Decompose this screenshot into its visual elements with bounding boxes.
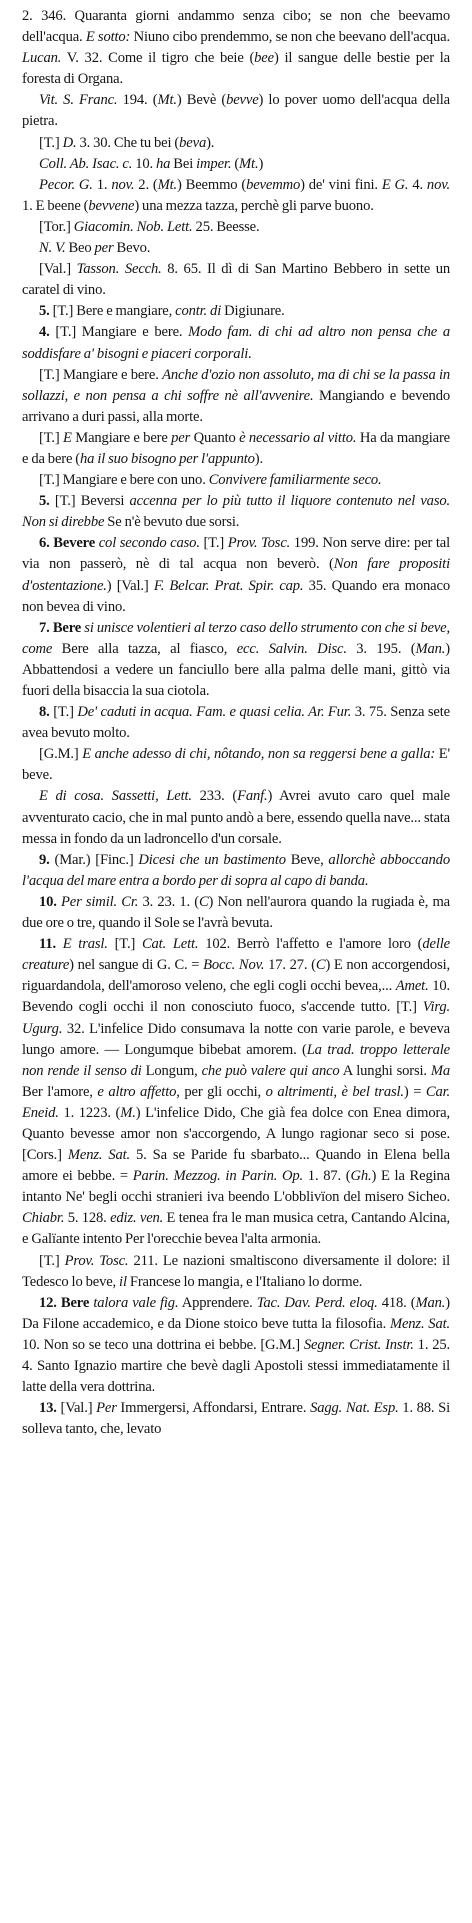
text-run: 2. 346. Quaranta giorni andammo senza cibo; se non che beevamo dell'acqua. [22,8,450,46]
text-run: Immergersi, Affondarsi, Entrare. [116,1400,311,1417]
text-run: ). [254,450,264,467]
text-run: 2. ( [134,176,158,193]
section-number: 8. [39,704,50,721]
italic-text: Tasson. Secch. [76,261,162,278]
text-run: [T.] [49,704,78,721]
text-run: E' beve. [22,746,450,784]
italic-text: M. [120,1104,136,1121]
text-run: ) una mezza tazza, perchè gli parve buono. [134,197,374,214]
text-run: 5. Sa se Paride fu sbarbato... Quando in Elena bella amore ei bebbe. = [22,1147,450,1185]
paragraph-p09 [22,301,450,322]
text-run: [T.] Mangiare e bere. [49,324,189,341]
paragraph-p16 [22,618,450,702]
italic-text: C [315,957,326,974]
section-number: 6. Bevere [39,535,96,552]
italic-text: E di cosa. Sassetti, Lett. [39,788,192,805]
paragraph-p23 [22,1251,450,1293]
paragraph-p05 [22,175,450,217]
text-run: E tenea fra le man musica cetra, Cantando Alcina, e Galïante intento Per l'orecchie bevea l'alta armonia. [22,1210,450,1248]
paragraph-p12 [22,428,450,470]
italic-text: Dicesi che un bastimento [138,851,286,868]
italic-text: Per simil. Cr. [61,893,139,910]
paragraph-p04 [22,154,450,175]
italic-text: Bocc. Nov. [203,957,265,974]
paragraph-p01 [22,6,450,90]
text-run: Beve, [285,851,329,868]
italic-text: ediz. ven. [110,1210,164,1227]
italic-text: bee [254,50,274,67]
text-run: 1. [92,176,112,193]
text-run: 418. ( [377,1294,416,1311]
text-run: ) [258,155,264,172]
text-run: (Mar.) [Finc.] [49,851,139,868]
italic-text: Car. Eneid. [22,1083,451,1121]
italic-text: La trad. troppo letterale non rende il senso di [22,1041,450,1079]
paragraph-p14 [22,491,450,533]
section-number: 13. [39,1400,57,1417]
text-run: ) [Val.] [106,577,154,594]
text-run: Beo [65,240,95,257]
italic-text: imper. [196,155,232,172]
text-run: [T.] [39,429,64,446]
text-run: Niuno cibo prendemmo, se non che beevano dell'acqua. [130,29,450,46]
italic-text: D. [62,134,77,151]
text-run: 3. 23. 1. ( [138,893,199,910]
section-number: 7. Bere [39,619,82,636]
italic-text: Sagg. Nat. Esp. [310,1400,399,1417]
italic-text: Amet. [395,978,429,995]
text-run: 5. 128. [64,1210,111,1227]
text-run: 199. Non serve dire: per tal via non passerò, nè di tal acqua non beverò. ( [22,535,451,573]
text-run: [T.] Mangiare e bere con uno. [39,472,209,489]
italic-text: F. Belcar. Prat. Spir. cap. [153,577,304,594]
italic-text: Mt. [239,155,259,172]
text-run: Se n'è bevuto due sorsi. [104,514,240,531]
italic-text: bevve [226,92,259,109]
text-run: Ha da mangiare e da bere ( [22,429,450,467]
italic-text: e altro affetto, [97,1083,180,1100]
italic-text: Segner. Crist. Instr. [303,1336,414,1353]
text-run: Longum, [141,1062,202,1079]
paragraph-p15 [22,533,450,617]
text-run: 8. 65. Il dì di San Martino Bebbero in sette un caratel di vino. [22,261,450,299]
text-run: A lunghi sorsi. [339,1062,431,1079]
italic-text: Giacomin. Nob. Lett. [73,218,193,235]
italic-text: Tac. Dav. Perd. eloq. [256,1294,378,1311]
text-run: 25. Beesse. [192,218,260,235]
italic-text: ha il suo bisogno per l'appunto [80,450,255,467]
italic-text: N. V. [39,240,66,257]
italic-text: De' caduti in acqua. Fam. e quasi celia. Ar. Fur. [77,704,352,721]
text-run: Digiunare. [221,303,285,320]
text-run: 1. 88. Si solleva tanto, che, levato [22,1400,450,1438]
paragraph-p10 [22,322,450,364]
text-run: ) Abbattendosi a vedere un fanciullo bere alla palma delle mani, gittò via fuori della bisaccia la sua ciotola. [22,640,451,699]
italic-text: per [171,429,191,446]
paragraph-p17 [22,702,450,744]
text-run: 194. ( [117,92,158,109]
italic-text: si unisce volentieri al terzo caso dello strumento con che si beve, come [22,619,450,657]
paragraph-p22 [22,934,450,1250]
text-run: ) il sangue delle bestie per la foresta di Organa. [22,50,450,88]
section-number: 12. Bere [39,1294,90,1311]
text-run: ) nel sangue di G. C. = [69,957,204,974]
italic-text: E G. [381,176,409,193]
text-run: ( [231,155,240,172]
text-run: 1. E beene ( [22,197,89,214]
italic-text: talora vale fig. [93,1294,179,1311]
text-run: ) = [403,1083,426,1100]
italic-text: Chiabr. [22,1210,65,1227]
italic-text: Prov. Tosc. [227,535,291,552]
italic-text: Convivere familiarmente seco. [208,472,382,489]
italic-text: Cat. Lett. [141,936,199,953]
text-run: ) E non accorgendosi, riguardandola, dell'amoroso veleno, che egli cogli occhi bevea,... [22,957,450,995]
italic-text: Non fare propositi d'ostentazione. [22,556,450,594]
paragraph-p25 [22,1398,450,1440]
italic-text: bevemmo [246,176,301,193]
text-run: ) Avrei avuto caro quel male avventurato cacio, che in mal punto andò a bere, essendo quella nave... stata messa in fondo da un ladroncello d'un corsale. [22,788,451,847]
italic-text: o altrimenti, è bel trasl. [265,1083,404,1100]
section-number: 11. [39,936,56,953]
italic-text: è necessario al vitto. [239,429,357,446]
section-number: 10. [39,893,57,910]
text-run: [G.M.] [39,746,83,763]
text-run: ) de' vini fini. [300,176,382,193]
text-run: [T.] Beversi [49,493,130,510]
text-run: [Tor.] [39,218,74,235]
paragraph-p11 [22,365,450,428]
italic-text: Gh. [350,1168,372,1185]
italic-text: il [119,1273,127,1290]
paragraph-p18 [22,744,450,786]
text-run: Apprendere. [178,1294,257,1311]
text-run: 3. 75. Senza sete avea bevuto molto. [22,704,450,742]
text-run: [T.] Bere e mangiare, [49,303,176,320]
text-run: 17. 27. ( [264,957,316,974]
text-run: ). [206,134,215,151]
italic-text: Ma [430,1062,450,1079]
italic-text: Fanf. [237,788,268,805]
text-run: 35. Quando era monaco non bevea di vino. [22,577,450,615]
text-run: [T.] [199,535,228,552]
text-run: 10. Non so se teco una dottrina ei bebbe. [G.M.] [22,1336,304,1353]
paragraph-p20 [22,850,450,892]
paragraph-p08 [22,259,450,301]
text-run: 3. 195. ( [346,640,416,657]
text-run: 10. [132,155,157,172]
section-number: 5. [39,303,50,320]
italic-text: C [198,893,209,910]
text-run: 4. [408,176,427,193]
italic-text: ha [156,155,171,172]
italic-text: bevvene [88,197,135,214]
italic-text: ecc. Salvin. Disc. [236,640,347,657]
text-run: Bevo. [113,240,151,257]
italic-text: Vit. S. Franc. [39,92,118,109]
text-run: [Val.] [39,261,77,278]
italic-text: Lucan. [22,50,62,67]
italic-text: accenna per lo più tutto il liquore contenuto nel vaso. Non si direbbe [22,493,450,531]
text-run: ) Beemmo ( [177,176,247,193]
paragraph-p06 [22,217,450,238]
paragraph-p19 [22,786,450,849]
text-run: 102. Berrò l'affetto e l'amore loro ( [198,936,423,953]
text-run: 233. ( [191,788,238,805]
paragraph-p07 [22,238,450,259]
italic-text: E anche adesso di chi, nôtando, non sa reggersi bene a galla: [82,746,436,763]
italic-text: beva [179,134,207,151]
section-number: 9. [39,851,50,868]
italic-text: Mt. [157,176,177,193]
italic-text: Parin. Mezzog. in Parin. Op. [132,1168,304,1185]
italic-text: Prov. Tosc. [64,1252,129,1269]
text-run: ) Non nell'aurora quando la rugiada è, ma due ore o tre, quando il Sole se l'avrà bevuta. [22,893,450,932]
text-run: Ber l'amore, [22,1083,98,1100]
italic-text: delle creature [22,936,450,974]
text-run: Bere alla tazza, al fiasco, [52,640,237,657]
italic-text: Per [96,1400,117,1417]
paragraph-p13 [22,470,450,491]
italic-text: Menz. Sat. [67,1147,131,1164]
text-run: 1. 87. ( [303,1168,351,1185]
text-run: ) Bevè ( [176,92,227,109]
text-run: ) Da Filone accademico, e da Dione stoico beve tutta la filosofia. [22,1294,451,1332]
text-run: [Val.] [56,1400,97,1417]
italic-text: col secondo caso. [98,535,200,552]
text-run: V. 32. Come il tigro che beie ( [61,50,255,67]
italic-text: Modo fam. di chi ad altro non pensa che a soddisfare a' bisogni e piaceri corporali. [22,324,450,362]
italic-text: Coll. Ab. Isac. c. [39,155,133,172]
text-run: Mangiare e bere [71,429,172,446]
italic-text: Pecor. G. [39,176,93,193]
text-run [56,936,63,952]
paragraph-p21 [22,892,450,934]
text-run: per gli occhi, [179,1083,266,1100]
italic-text: E [63,429,72,446]
italic-text: Menz. Sat. [389,1315,450,1332]
paragraph-p24 [22,1293,450,1398]
text-run: [T.] Mangiare e bere. [39,366,163,383]
text-run: [T.] [107,936,142,953]
italic-text: Man. [415,1294,446,1311]
text-run: [T.] [39,134,63,151]
italic-text: allorchè abboccando l'acqua del mare entra a bordo per di sopra al capo di banda. [22,851,450,889]
italic-text: E trasl. [62,936,108,953]
italic-text: per [94,240,114,257]
text-run: 3. 30. Che tu bei ( [76,134,180,151]
italic-text: E sotto: [85,29,131,46]
italic-text: nov. [426,176,450,193]
text-run: 1. 1223. ( [58,1104,121,1121]
italic-text: che può valere qui anco [201,1062,340,1079]
text-run: 1. 25. 4. Santo Ignazio martire che bevè dagli Apostoli stessi immediatamente il latte della vera dottrina. [22,1336,450,1396]
text-run: 10. Bevendo cogli occhi il non conosciuto fuoco, s'accende tutto. [T.] [22,978,450,1016]
italic-text: Man. [415,640,446,657]
text-run: ) lo pover uomo dell'acqua della pietra. [22,92,450,130]
text-run: ) L'infelice Dido, Che già fea dolce con Enea dimora, Quanto bevesse amor non s'accorgendo, A lungo ragionar seco si pose. [Cors.] [22,1104,451,1164]
text-run: ) E la Regina intanto Ne' begli occhi stranieri iva beendo L'obblivïon del misero Sicheo. [22,1168,450,1206]
section-number: 5. [39,493,50,510]
paragraph-p03 [22,133,450,154]
text-run: Francese lo mangia, e l'Italiano lo dorme. [126,1273,363,1290]
text-run: [T.] [39,1252,65,1269]
italic-text: Virg. Ugurg. [22,999,450,1037]
text-run: 211. Le nazioni smaltiscono diversamente il dolore: il Tedesco lo beve, [22,1252,450,1290]
italic-text: Mt. [157,92,177,109]
italic-text: contr. di [175,303,222,320]
italic-text: Anche d'ozio non assoluto, ma di chi se la passa in sollazzi, e non pensa a chi soffre nè all'avvenire. [22,366,450,404]
text-run: Bei [170,155,197,172]
text-run: 32. L'infelice Dido consumava la notte con varie parole, e beveva lungo amore. — Longumque bibebat amorem. ( [22,1020,450,1058]
text-run: Mangiando e bevendo arrivano a duri passi, alla morte. [22,387,450,425]
section-number: 4. [39,324,50,341]
paragraph-p02 [22,90,450,132]
italic-text: nov. [111,176,135,193]
text-run: Quanto [190,429,240,446]
